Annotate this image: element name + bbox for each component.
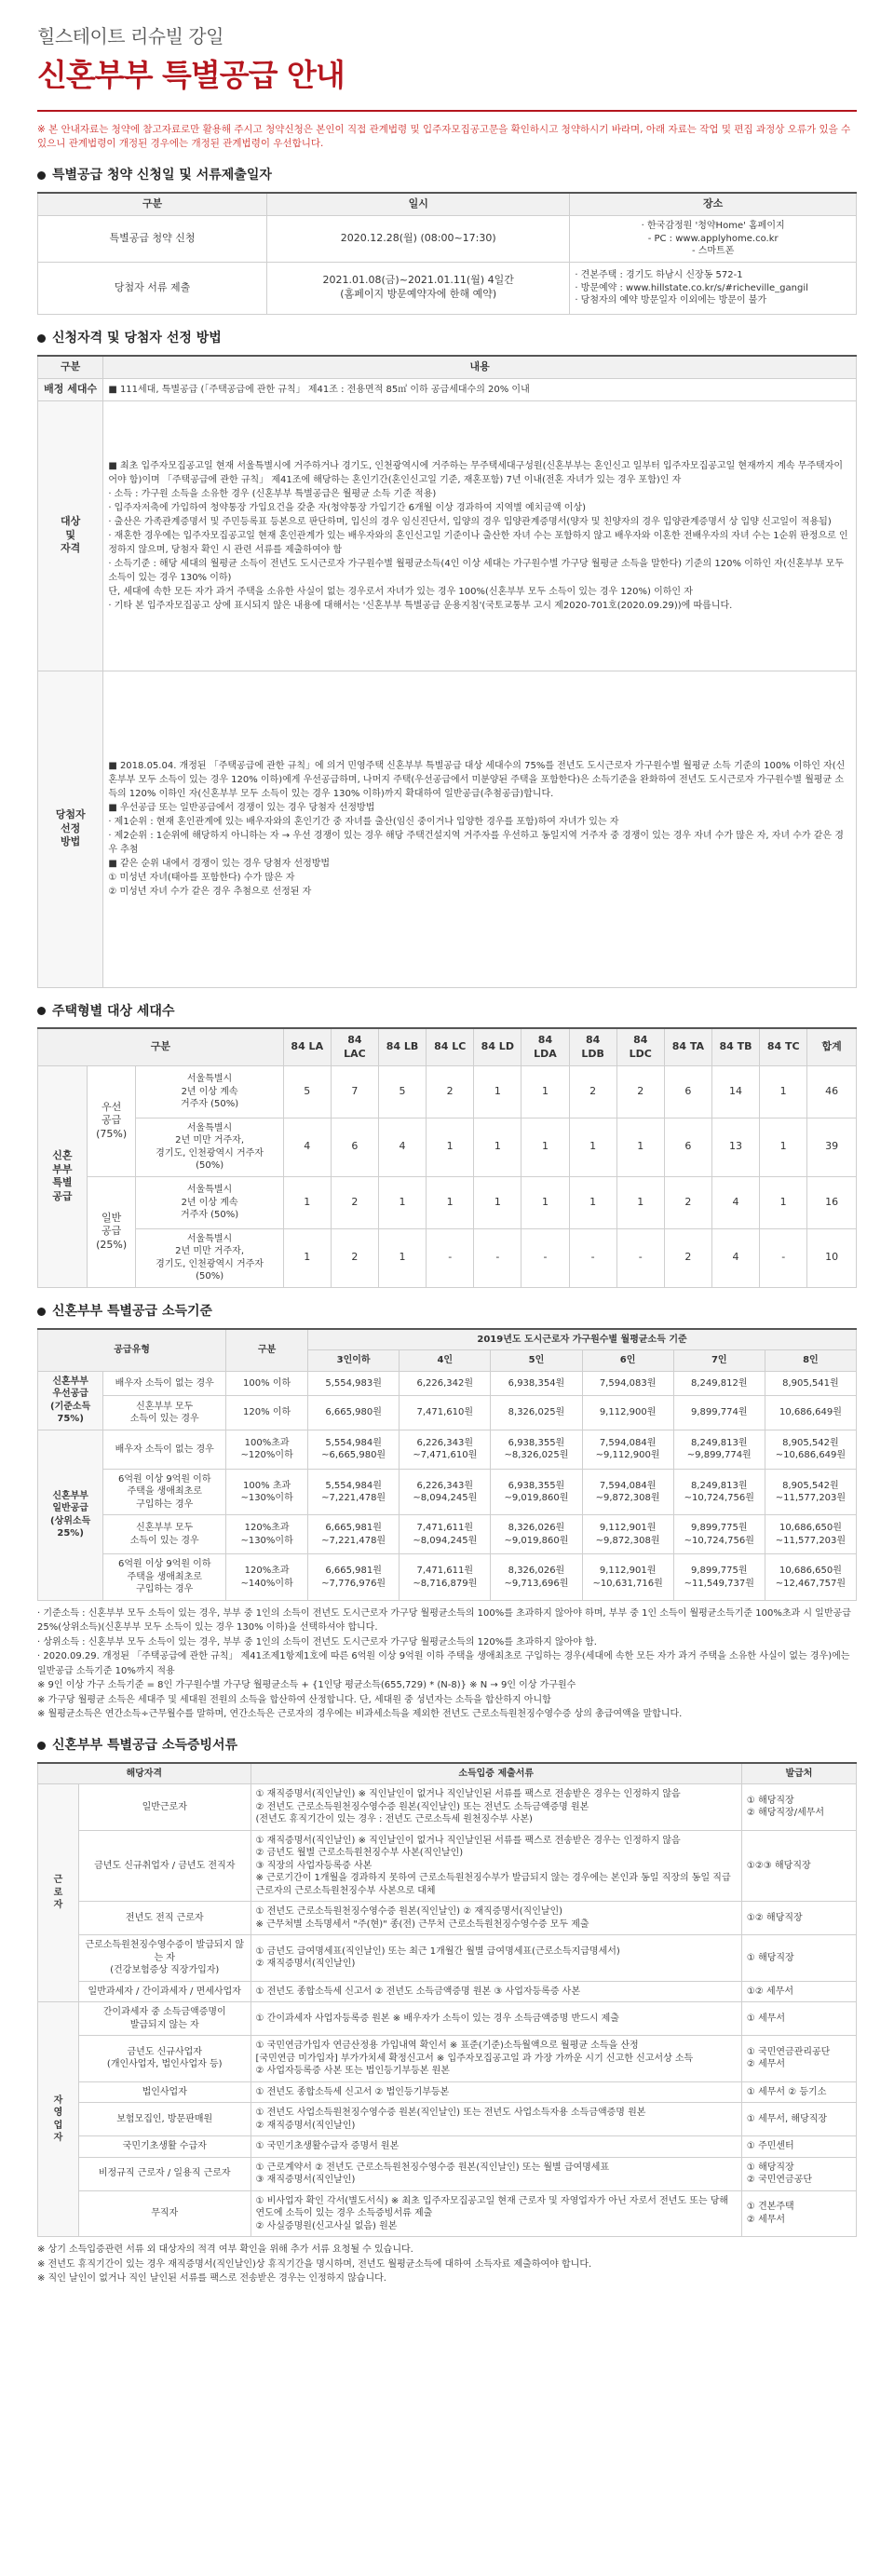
bullet-icon <box>37 1308 46 1316</box>
table-cell: 8,326,026원 ~9,019,860원 <box>491 1515 582 1554</box>
table-header: 84 TC <box>760 1028 807 1065</box>
table-cell: ① 재직증명서(직인날인) ※ 직인날인이 없거나 직인날인된 서류를 팩스로 전송받은 경우는 인정하지 않음 ② 금년도 월별 근로소득원천징수부 사본(직인날인) ③ 직장의 사업자등록증 사본 ※ 근로기간이 1개월을 경과하지 못하여 근로소득원천징수부가 발급되지 않는 경우에는 본인과 동일 직장의 동일 직급 근로자의 근로소득원천징수부 사본으로 대체 <box>251 1830 741 1902</box>
docs-table <box>37 1762 857 2238</box>
row-label: 무직자 <box>78 2190 251 2237</box>
table-header: 일시 <box>267 193 570 215</box>
table-cell: 7 <box>331 1065 378 1118</box>
table-header: 발급처 <box>741 1763 856 1784</box>
table-header: 구분 <box>38 1028 284 1065</box>
table-cell: 4 <box>711 1176 759 1228</box>
table-cell: 13 <box>711 1118 759 1176</box>
table-cell: - <box>474 1228 522 1287</box>
section-title: 특별공급 청약 신청일 및 서류제출일자 <box>52 168 272 183</box>
table-cell: ① 비사업자 확인 각서(별도서식) ※ 최초 입주자모집공고일 현재 근로자 및 자영업자가 아닌 자로서 전년도 또는 당해 연도에 소득이 있는 경우 소득증빙서류 제출 ② 사실증명원(신고사실 없음) 원본 <box>251 2190 741 2237</box>
table-cell: 5 <box>283 1065 331 1118</box>
row-label: 6억원 이상 9억원 이하 주택을 생애최초로 구입하는 경우 <box>103 1469 226 1515</box>
group-label: 자 영 업 자 <box>38 2002 79 2237</box>
table-cell: 7,471,611원 ~8,716,879원 <box>400 1554 491 1601</box>
table-cell: ① 국민기초생활수급자 증명서 원본 <box>251 2136 741 2158</box>
section-units-heading <box>37 1003 857 1021</box>
table-header: 합계 <box>807 1028 857 1065</box>
eligibility-table <box>37 355 857 988</box>
table-cell: 1 <box>760 1118 807 1176</box>
income-table <box>37 1328 857 1601</box>
table-header: 3인이하 <box>308 1350 400 1372</box>
table-cell: 120%초과 ~140%이하 <box>226 1554 308 1601</box>
table-header: 내용 <box>103 356 857 378</box>
table-header: 84 LB <box>378 1028 426 1065</box>
subgroup-label: 일반 공급 (25%) <box>87 1176 136 1287</box>
table-cell: 1 <box>474 1118 522 1176</box>
table-cell: 14 <box>711 1065 759 1118</box>
table-header: 84 LDB <box>569 1028 616 1065</box>
table-header: 8인 <box>765 1350 856 1372</box>
group-label: 신혼부부 우선공급 (기준소득 75%) <box>38 1371 103 1430</box>
row-label: 당첨자 선정 방법 <box>38 671 103 987</box>
section-title: 신혼부부 특별공급 소득증빙서류 <box>52 1737 238 1753</box>
table-cell: 6 <box>331 1118 378 1176</box>
section-title: 신청자격 및 당첨자 선정 방법 <box>52 330 222 346</box>
row-label: 대상 및 자격 <box>38 400 103 671</box>
table-cell: 2 <box>569 1065 616 1118</box>
table-cell: ① 금년도 급여명세표(직인날인) 또는 최근 1개월간 월별 급여명세표(근로소득지급명세서) ② 재직증명서(직인날인) <box>251 1935 741 1982</box>
section-schedule-heading <box>37 167 857 184</box>
table-cell: 6 <box>664 1065 711 1118</box>
table-header: 소득입증 제출서류 <box>251 1763 741 1784</box>
table-cell: 7,471,610원 <box>400 1396 491 1430</box>
brand-name: 힐스테이트 리슈빌 강일 <box>37 25 224 47</box>
table-cell: - <box>427 1228 474 1287</box>
row-label: 국민기초생활 수급자 <box>78 2136 251 2158</box>
table-cell: ① 해당직장 ② 해당직장/세무서 <box>741 1784 856 1831</box>
table-cell: 6,938,354원 <box>491 1371 582 1395</box>
table-cell: 6 <box>664 1118 711 1176</box>
table-cell: 6,938,355원 ~8,326,025원 <box>491 1430 582 1469</box>
table-cell: 2 <box>616 1065 664 1118</box>
row-label: 서울특별시 2년 미만 거주자, 경기도, 인천광역시 거주자 (50%) <box>136 1118 283 1176</box>
table-cell: 2 <box>664 1176 711 1228</box>
row-label: 금년도 신규취업자 / 금년도 전직자 <box>78 1830 251 1902</box>
table-cell: 1 <box>522 1176 569 1228</box>
table-cell: 5,554,984원 ~6,665,980원 <box>308 1430 400 1469</box>
table-cell: 2021.01.08(금)~2021.01.11(월) 4일간 (홈페이지 방문예약자에 한해 예약) <box>267 262 570 314</box>
row-label: 배우자 소득이 없는 경우 <box>103 1371 226 1395</box>
table-cell: 1 <box>283 1176 331 1228</box>
group-label: 신혼 부부 특별 공급 <box>38 1065 88 1287</box>
table-cell: ① 세무서 ② 등기소 <box>741 2081 856 2103</box>
table-cell: 8,905,541원 <box>765 1371 856 1395</box>
table-cell: ① 전년도 사업소득원천징수영수증 원본(직인날인) 또는 전년도 사업소득자용 소득금액증명 원본 ② 재직증명서(직인날인) <box>251 2103 741 2136</box>
table-cell: 10,686,650원 ~11,577,203원 <box>765 1515 856 1554</box>
table-cell: 6,665,980원 <box>308 1396 400 1430</box>
table-cell: 120%초과 ~130%이하 <box>226 1515 308 1554</box>
table-cell: 2 <box>331 1176 378 1228</box>
table-header: 84 LC <box>427 1028 474 1065</box>
row-label: 보험모집인, 방문판매원 <box>78 2103 251 2136</box>
table-cell: 1 <box>569 1176 616 1228</box>
table-cell: ① 근로계약서 ② 전년도 근로소득원천징수영수증 원본(직인날인) 또는 월별 급여명세표 ③ 재직증명서(직인날인) <box>251 2157 741 2190</box>
table-cell: ① 전년도 종합소득세 신고서 ② 법인등기부등본 <box>251 2081 741 2103</box>
row-label: 서울특별시 2년 이상 계속 거주자 (50%) <box>136 1065 283 1118</box>
table-cell: 6,226,343원 ~8,094,245원 <box>400 1469 491 1515</box>
table-cell: 당첨자 서류 제출 <box>38 262 267 314</box>
table-cell: 8,249,813원 ~10,724,756원 <box>673 1469 765 1515</box>
row-label: 일반과세자 / 간이과세자 / 면세사업자 <box>78 1981 251 2002</box>
table-cell: 6,665,981원 ~7,776,976원 <box>308 1554 400 1601</box>
title-divider <box>37 110 857 112</box>
bullet-icon <box>37 334 46 343</box>
table-cell: - <box>616 1228 664 1287</box>
table-cell: 1 <box>427 1118 474 1176</box>
table-cell: 1 <box>474 1176 522 1228</box>
row-label: 서울특별시 2년 미만 거주자, 경기도, 인천광역시 거주자 (50%) <box>136 1228 283 1287</box>
table-cell: 1 <box>378 1228 426 1287</box>
table-cell: ①② 해당직장 <box>741 1902 856 1935</box>
table-cell: ① 견본주택 ② 세무서 <box>741 2190 856 2237</box>
table-cell: 8,326,025원 <box>491 1396 582 1430</box>
table-cell: 8,905,542원 ~11,577,203원 <box>765 1469 856 1515</box>
bullet-icon <box>37 1742 46 1750</box>
table-cell: 10 <box>807 1228 857 1287</box>
table-header: 84 TA <box>664 1028 711 1065</box>
table-header: 장소 <box>570 193 857 215</box>
row-label: 근로소득원천징수영수증이 발급되지 않는 자 (건강보험증상 직장가입자) <box>78 1935 251 1982</box>
section-docs-heading <box>37 1737 857 1755</box>
table-cell: - <box>760 1228 807 1287</box>
section-title: 주택형별 대상 세대수 <box>52 1003 175 1019</box>
group-label: 근 로 자 <box>38 1784 79 2002</box>
table-header: 2019년도 도시근로자 가구원수별 월평균소득 기준 <box>308 1329 857 1350</box>
table-cell: 4 <box>283 1118 331 1176</box>
table-cell: 16 <box>807 1176 857 1228</box>
row-label: 금년도 신규사업자 (개인사업자, 법인사업자 등) <box>78 2036 251 2082</box>
section-eligibility-heading <box>37 330 857 347</box>
table-cell: 5,554,984원 ~7,221,478원 <box>308 1469 400 1515</box>
table-cell: ① 주민센터 <box>741 2136 856 2158</box>
row-content: ■ 111세대, 특별공급 (「주택공급에 관한 규칙」 제41조 : 전용면적 85㎡ 이하 공급세대수의 20% 이내 <box>103 378 857 400</box>
table-cell: ① 세무서, 해당직장 <box>741 2103 856 2136</box>
table-cell: 4 <box>378 1118 426 1176</box>
row-label: 법인사업자 <box>78 2081 251 2103</box>
table-cell: · 한국감정원 '청약Home' 홈페이지 - PC : www.applyhome.co.kr - 스마트폰 <box>570 215 857 262</box>
table-cell: 8,326,026원 ~9,713,696원 <box>491 1554 582 1601</box>
table-header: 84 LA <box>283 1028 331 1065</box>
table-cell: ① 국민연금가입자 연금산정용 가입내역 확인서 ※ 표준(기준)소득월액으로 월평균 소득을 산정 [국민연금 미가입자] 부가가치세 확정신고서 ※ 입주자모집공고일 과 가장 가까운 시기 신고한 신고서상 소득 ② 사업자등록증 사본 또는 법인등기부등본 원본 <box>251 2036 741 2082</box>
section-income-heading <box>37 1303 857 1321</box>
table-header: 84 TB <box>711 1028 759 1065</box>
table-cell: 1 <box>760 1065 807 1118</box>
table-cell: 4 <box>711 1228 759 1287</box>
row-label: 전년도 전직 근로자 <box>78 1902 251 1935</box>
table-cell: ① 해당직장 <box>741 1935 856 1982</box>
section-title: 신혼부부 특별공급 소득기준 <box>52 1303 213 1319</box>
row-content: ■ 2018.05.04. 개정된 「주택공급에 관한 규칙」에 의거 민영주택 신혼부부 특별공급 대상 세대수의 75%를 전년도 도시근로자 가구원수별 월평균 소득 기준의 100% 이하인 자(신혼부부 모두 소득이 있는 경우 120% 이하)에게 우선공급하며, 나머지 주택(우선공급에서 미분양된 주택을 포함한다)은 소득기준을 완화하여 전년도 도시근로자 가구원수별 월평균 소득의 120% 이하인 자(신혼부부 모두 소득이 있는 경우 130% 이하)까지 확대하여 일반공급(추첨공급)합니다. ■ 우선공급 또는 일반공급에서 경쟁이 있는 경우 당첨자 선정방법 · 제1순위 : 현재 혼인관계에 있는 배우자와의 혼인기간 중 자녀를 출산(임신 중이거나 입양한 경우를 포함)하여 자녀가 있는 자 · 제2순위 : 1순위에 해당하지 아니하는 자 → 우선 경쟁이 있는 경우 해당 주택건설지역 거주자를 우선하고 동일지역 거주자 중 경쟁이 있는 경우 자녀 수가 많은 자, 자녀 수가 같은 경우 추첨 ■ 같은 순위 내에서 경쟁이 있는 경우 당첨자 선정방법 ① 미성년 자녀(태아를 포함한다) 수가 많은 자 ② 미성년 자녀 수가 같은 경우 추첨으로 선정된 자 <box>103 671 857 987</box>
table-cell: 1 <box>522 1118 569 1176</box>
table-cell: 6,226,342원 <box>400 1371 491 1395</box>
table-cell: 10,686,650원 ~12,467,757원 <box>765 1554 856 1601</box>
table-cell: 1 <box>427 1176 474 1228</box>
table-cell: 9,899,774원 <box>673 1396 765 1430</box>
table-cell: 1 <box>569 1118 616 1176</box>
row-label: 비정규직 근로자 / 일용직 근로자 <box>78 2157 251 2190</box>
income-notes: · 기준소득 : 신혼부부 모두 소득이 있는 경우, 부부 중 1인의 소득이 전년도 도시근로자 가구당 월평균소득의 100%를 초과하지 않아야 하며, 부부 중 1인 소득이 월평균소득기준 100%초과 시 일반공급 25%(상위소득)(신혼부부 모두 소득이 있는 경우 130% 이하)을 선택하셔야 합니다. · 상위소득 : 신혼부부 모두 소득이 있는 경우, 부부 중 1인의 소득이 전년도 도시근로자 가구당 월평균소득의 120%를 초과하지 않아야 함. · 2020.09.29. 개정된 「주택공급에 관한 규칙」 제41조제1항제1호에 따른 6억원 이상 9억원 이하 주택을 생애최초로 구입하는 경우(세대에 속한 모든 자가 과거 주택을 소유한 사실이 없는 경우)에는 일반공급 소득기준 10%까지 적용 ※ 9인 이상 가구 소득기준 = 8인 가구원수별 가구당 월평균소득 + {1인당 평균소득(655,729) * (N-8)} ※ N → 9인 이상 가구원수 ※ 가구당 월평균 소득은 세대주 및 세대원 전원의 소득을 합산하여 산정합니다. 단, 세대원 중 성년자는 소득을 합산하지 아니함 ※ 월평균소득은 연간소득÷근무월수를 말하며, 연간소득은 근로자의 경우에는 비과세소득을 제외한 전년도 근로소득원천징수영수증 상의 총급여액을 말합니다. <box>37 1607 851 1720</box>
table-header: 84 LD <box>474 1028 522 1065</box>
table-cell: 2 <box>331 1228 378 1287</box>
table-cell: ① 세무서 <box>741 2002 856 2036</box>
table-header: 공급유형 <box>38 1329 226 1372</box>
table-header: 7인 <box>673 1350 765 1372</box>
table-cell: 8,249,813원 ~9,899,774원 <box>673 1430 765 1469</box>
table-cell: 8,249,812원 <box>673 1371 765 1395</box>
row-content: ■ 최초 입주자모집공고일 현재 서울특별시에 거주하거나 경기도, 인천광역시에 거주하는 무주택세대구성원(신혼부부는 혼인신고 일부터 입주자모집공고일 현재까지 계속 무주택자이어야 함)이며 「주택공급에 관한 규칙」 제41조에 해당하는 혼인기간(혼인신고일 기준, 재혼포함) 7년 이내(전혼 자녀가 있는 경우 포함)인 자 · 소득 : 가구원 소득을 소유한 경우 (신혼부부 특별공급은 월평균 소득 기준 적용) · 입주자저축에 가입하여 청약통장 가입요건을 갖춘 자(청약통장 가입기간 6개월 이상 경과하여 지역별 예치금액 이상) · 출산은 가족관계증명서 및 주민등록표 등본으로 판단하며, 입신의 경우 임신진단서, 입양의 경우 입양관계증명서(양자 및 친양자의 경우 입양관계증명서 상 입양 신고일이 적용됨) · 재혼한 경우에는 입주자모집공고일 현재 혼인관계가 있는 배우자와의 혼인신고일 기준이나 출산한 자녀 수는 포함하지 않고 배우자와 이혼한 전배우자의 자녀 수는 1순위 판정으로 인정하지 않으며, 당첨자 확인 시 관련 서류를 제출하여야 함 · 소득기준 : 해당 세대의 월평균 소득이 전년도 도시근로자 가구원수별 월평균소득(4인 이상 세대는 가구원수별 가구당 월평균 소득을 말한다) 기준의 120% 이하인 자(신혼부부 모두 소득이 있는 경우 130% 이하) 단, 세대에 속한 모든 자가 과거 주택을 소유한 사실이 없는 경우로서 자녀가 있는 경우 100%(신혼부부 모두 소득이 있는 경우 120%) 이하인 자 · 기타 본 입주자모집공고 상에 표시되지 않은 내용에 대해서는 '신혼부부 특별공급 운용지침'(국토교통부 고시 제2020-701호(2020.09.29))에 따릅니다. <box>103 400 857 671</box>
table-header: 5인 <box>491 1350 582 1372</box>
table-cell: 120% 이하 <box>226 1396 308 1430</box>
table-cell: 9,112,901원 ~10,631,716원 <box>582 1554 673 1601</box>
table-cell: 2 <box>664 1228 711 1287</box>
table-cell: 1 <box>616 1118 664 1176</box>
table-cell: 7,471,611원 ~8,094,245원 <box>400 1515 491 1554</box>
table-header: 84 LDC <box>616 1028 664 1065</box>
table-cell: 9,112,900원 <box>582 1396 673 1430</box>
schedule-table <box>37 192 857 315</box>
table-cell: ① 국민연금관리공단 ② 세무서 <box>741 2036 856 2082</box>
table-cell: ① 간이과세자 사업자등록증 원본 ※ 배우자가 소득이 있는 경우 소득금액증명 반드시 제출 <box>251 2002 741 2036</box>
row-label: 배우자 소득이 없는 경우 <box>103 1430 226 1469</box>
table-cell: 6,665,981원 ~7,221,478원 <box>308 1515 400 1554</box>
row-label: 신혼부부 모두 소득이 있는 경우 <box>103 1396 226 1430</box>
page-title: 신혼부부 특별공급 안내 <box>37 57 345 93</box>
table-header: 4인 <box>400 1350 491 1372</box>
table-cell: ① 해당직장 ② 국민연금공단 <box>741 2157 856 2190</box>
table-header: 구분 <box>226 1329 308 1372</box>
table-cell: 2020.12.28(월) (08:00~17:30) <box>267 215 570 262</box>
row-label: 일반근로자 <box>78 1784 251 1831</box>
table-cell: ① 전년도 근로소득원천징수영수증 원본(직인날인) ② 재직증명서(직인날인) ※ 근무처별 소득명세서 "주(현)" 종(전) 근무처 근로소득원천징수영수증 모두 제출 <box>251 1902 741 1935</box>
table-cell: 9,899,775원 ~11,549,737원 <box>673 1554 765 1601</box>
table-cell: 2 <box>427 1065 474 1118</box>
table-header: 84 LAC <box>331 1028 378 1065</box>
table-cell: - <box>569 1228 616 1287</box>
table-cell: 7,594,084원 ~9,112,900원 <box>582 1430 673 1469</box>
table-cell: 39 <box>807 1118 857 1176</box>
row-label: 신혼부부 모두 소득이 있는 경우 <box>103 1515 226 1554</box>
table-header: 구분 <box>38 193 267 215</box>
row-label: 간이과세자 중 소득금액증명이 발급되지 않는 자 <box>78 2002 251 2036</box>
docs-notes: ※ 상기 소득입증관련 서류 외 대상자의 적격 여부 확인을 위해 추가 서류 요청될 수 있습니다. ※ 전년도 휴직기간이 있는 경우 재직증명서(직인날인)상 휴직기간을 명시하며, 전년도 월평균소득에 대하여 소득자료 제출하여야 합니다. ※ 직인 날인이 없거나 직인 날인된 서류를 팩스로 전송받은 경우는 인정하지 않습니다. <box>37 2244 592 2285</box>
group-label: 신혼부부 일반공급 (상위소득 25%) <box>38 1430 103 1600</box>
table-cell: 1 <box>522 1065 569 1118</box>
notice-text: ※ 본 안내자료는 청약에 참고자료로만 활용해 주시고 청약신청은 본인이 직접 관계법령 및 입주자모집공고문을 확인하시고 청약하시기 바라며, 아래 자료는 작업 및 편집 과정상 오류가 있을 수 있으니 관계법령이 개정된 경우에는 개정된 관계법령이 우선합니다. <box>37 123 851 150</box>
table-cell: 9,899,775원 ~10,724,756원 <box>673 1515 765 1554</box>
table-cell: ①② 세무서 <box>741 1981 856 2002</box>
table-cell: 8,905,542원 ~10,686,649원 <box>765 1430 856 1469</box>
units-table <box>37 1027 857 1288</box>
table-cell: 5,554,983원 <box>308 1371 400 1395</box>
bullet-icon <box>37 171 46 180</box>
table-header: 84 LDA <box>522 1028 569 1065</box>
table-header: 구분 <box>38 356 103 378</box>
table-cell: 9,112,901원 ~9,872,308원 <box>582 1515 673 1554</box>
table-header: 6인 <box>582 1350 673 1372</box>
table-cell: 1 <box>760 1176 807 1228</box>
table-cell: 1 <box>616 1176 664 1228</box>
table-cell: ①②③ 해당직장 <box>741 1830 856 1902</box>
table-cell: 46 <box>807 1065 857 1118</box>
table-cell: 6,226,343원 ~7,471,610원 <box>400 1430 491 1469</box>
table-cell: ① 전년도 종합소득세 신고서 ② 전년도 소득금액증명 원본 ③ 사업자등록증 사본 <box>251 1981 741 2002</box>
table-cell: 7,594,084원 ~9,872,308원 <box>582 1469 673 1515</box>
table-cell: 1 <box>474 1065 522 1118</box>
subgroup-label: 우선 공급 (75%) <box>87 1065 136 1176</box>
table-cell: - <box>522 1228 569 1287</box>
table-cell: 특별공급 청약 신청 <box>38 215 267 262</box>
table-cell: 1 <box>378 1176 426 1228</box>
table-cell: 100%초과 ~120%이하 <box>226 1430 308 1469</box>
table-cell: 6,938,355원 ~9,019,860원 <box>491 1469 582 1515</box>
row-label: 서울특별시 2년 이상 계속 거주자 (50%) <box>136 1176 283 1228</box>
table-cell: 100% 이하 <box>226 1371 308 1395</box>
bullet-icon <box>37 1007 46 1015</box>
table-header: 해당자격 <box>38 1763 251 1784</box>
table-cell: 100% 초과 ~130%이하 <box>226 1469 308 1515</box>
table-cell: 1 <box>283 1228 331 1287</box>
row-label: 6억원 이상 9억원 이하 주택을 생애최초로 구입하는 경우 <box>103 1554 226 1601</box>
table-cell: ① 재직증명서(직인날인) ※ 직인날인이 없거나 직인날인된 서류를 팩스로 전송받은 경우는 인정하지 않음 ② 전년도 근로소득원천징수영수증 원본(직인날인) 또는 전년도 소득금액증명 원본 (전년도 휴직기간이 있는 경우 : 전년도 근로소득세 원천징수부 사본) <box>251 1784 741 1831</box>
row-label: 배정 세대수 <box>38 378 103 400</box>
table-cell: 5 <box>378 1065 426 1118</box>
table-cell: · 견본주택 : 경기도 하남시 신장동 572-1 · 방문예약 : www.hillstate.co.kr/s/#richeville_gangil · 당첨자의 예약 방문일자 이외에는 방문이 불가 <box>570 262 857 314</box>
table-cell: 10,686,649원 <box>765 1396 856 1430</box>
table-cell: 7,594,083원 <box>582 1371 673 1395</box>
